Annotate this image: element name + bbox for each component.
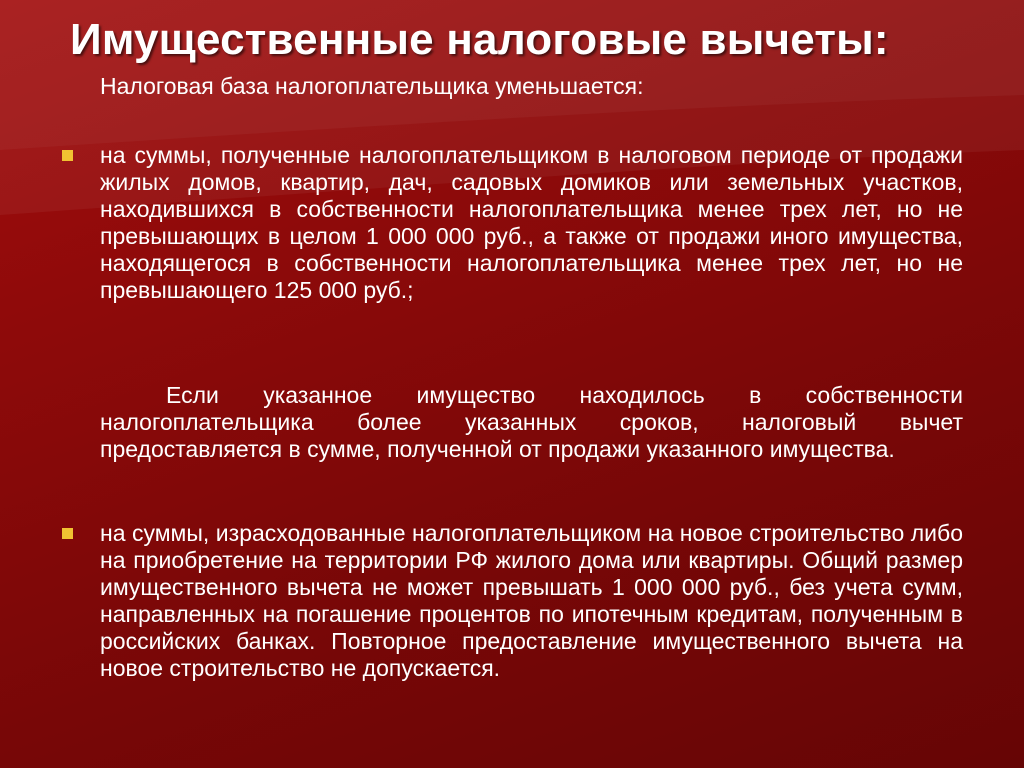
bullet-square-icon [62,528,73,539]
bullet-square-icon [62,150,73,161]
bullet-item-2: на суммы, израсходованные налогоплательщиком на новое строительство либо на приобретение на территории РФ жилого дома или квартиры. Общий размер имущественного вычета не может превышать 1 000 000 руб., без учета сумм, направленных на погашение процентов по ипотечным кредитам, полученным в российских банках. Повторное предоставление имущественного вычета на новое строительство не допускается. [100,520,963,681]
note-paragraph: Если указанное имущество находилось в собственности налогоплательщика более указанных сроков, налоговый вычет предоставляется в сумме, полученной от продажи указанного имущества. [100,382,963,462]
slide-title: Имущественные налоговые вычеты: [70,15,889,64]
slide-subtitle: Налоговая база налогоплательщика уменьшается: [100,73,644,99]
bullet-item-1: на суммы, полученные налогоплательщиком в налоговом периоде от продажи жилых домов, квартир, дач, садовых домиков или земельных участков, находившихся в собственности налогоплательщика менее трех лет, но не превышающих в целом 1 000 000 руб., а также от продажи иного имущества, находящегося в собственности налогоплательщика менее трех лет, но не превышающего 125 000 руб.; [100,142,963,303]
